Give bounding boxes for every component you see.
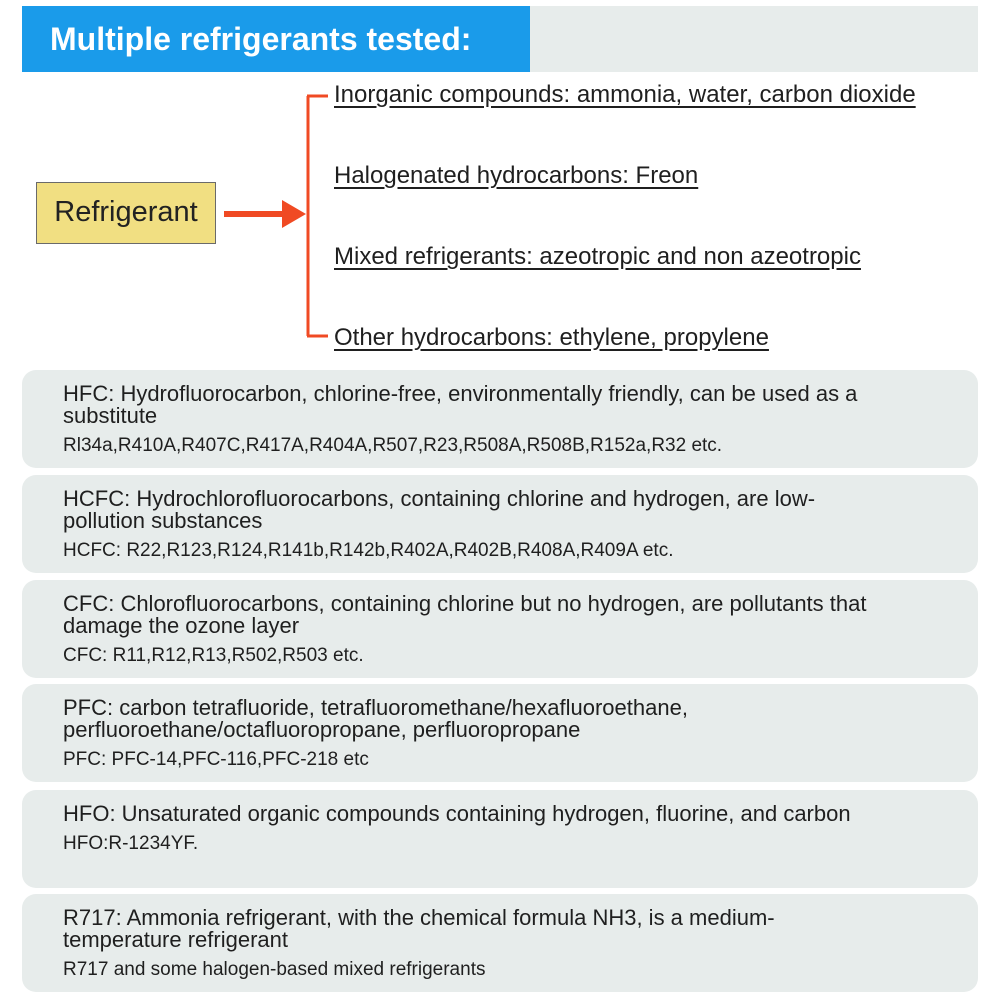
card-description: HFC: Hydrofluorocarbon, chlorine-free, environmentally friendly, can be used as a substitute [63, 381, 858, 428]
card-examples: HFO:R-1234YF. [63, 833, 199, 854]
refrigerant-root-box: Refrigerant [36, 182, 216, 244]
card-description: CFC: Chlorofluorocarbons, containing chlorine but no hydrogen, are pollutants that damage the ozone layer [63, 591, 867, 638]
card-r717 [22, 894, 978, 992]
branch-mixed: Mixed refrigerants: azeotropic and non azeotropic [334, 243, 861, 270]
card-pfc [22, 684, 978, 782]
branch-halogenated: Halogenated hydrocarbons: Freon [334, 162, 699, 189]
card-examples: R717 and some halogen-based mixed refrigerants [63, 959, 486, 980]
card-description: HFO: Unsaturated organic compounds containing hydrogen, fluorine, and carbon [63, 801, 851, 826]
arrow-head-icon [282, 200, 306, 228]
branch-connector [222, 86, 332, 348]
card-examples: CFC: R11,R12,R13,R502,R503 etc. [63, 645, 364, 666]
card-hcfc [22, 475, 978, 573]
card-examples: PFC: PFC-14,PFC-116,PFC-218 etc [63, 749, 369, 770]
card-hfo [22, 790, 978, 888]
card-examples: HCFC: R22,R123,R124,R141b,R142b,R402A,R402B,R408A,R409A etc. [63, 540, 674, 561]
card-description: PFC: carbon tetrafluoride, tetrafluoromethane/hexafluoroethane, perfluoroethane/octafluoropropane, perfluoropropane [63, 695, 688, 742]
branch-inorganic: Inorganic compounds: ammonia, water, carbon dioxide [334, 81, 916, 108]
card-hfc [22, 370, 978, 468]
card-cfc [22, 580, 978, 678]
card-examples: Rl34a,R410A,R407C,R417A,R404A,R507,R23,R508A,R508B,R152a,R32 etc. [63, 435, 723, 456]
branch-other-hydrocarbons: Other hydrocarbons: ethylene, propylene [334, 324, 769, 351]
card-description: HCFC: Hydrochlorofluorocarbons, containing chlorine and hydrogen, are low-pollution substances [63, 486, 816, 533]
page-title: Multiple refrigerants tested: [22, 6, 530, 72]
card-description: R717: Ammonia refrigerant, with the chemical formula NH3, is a medium-temperature refrigerant [63, 905, 775, 952]
